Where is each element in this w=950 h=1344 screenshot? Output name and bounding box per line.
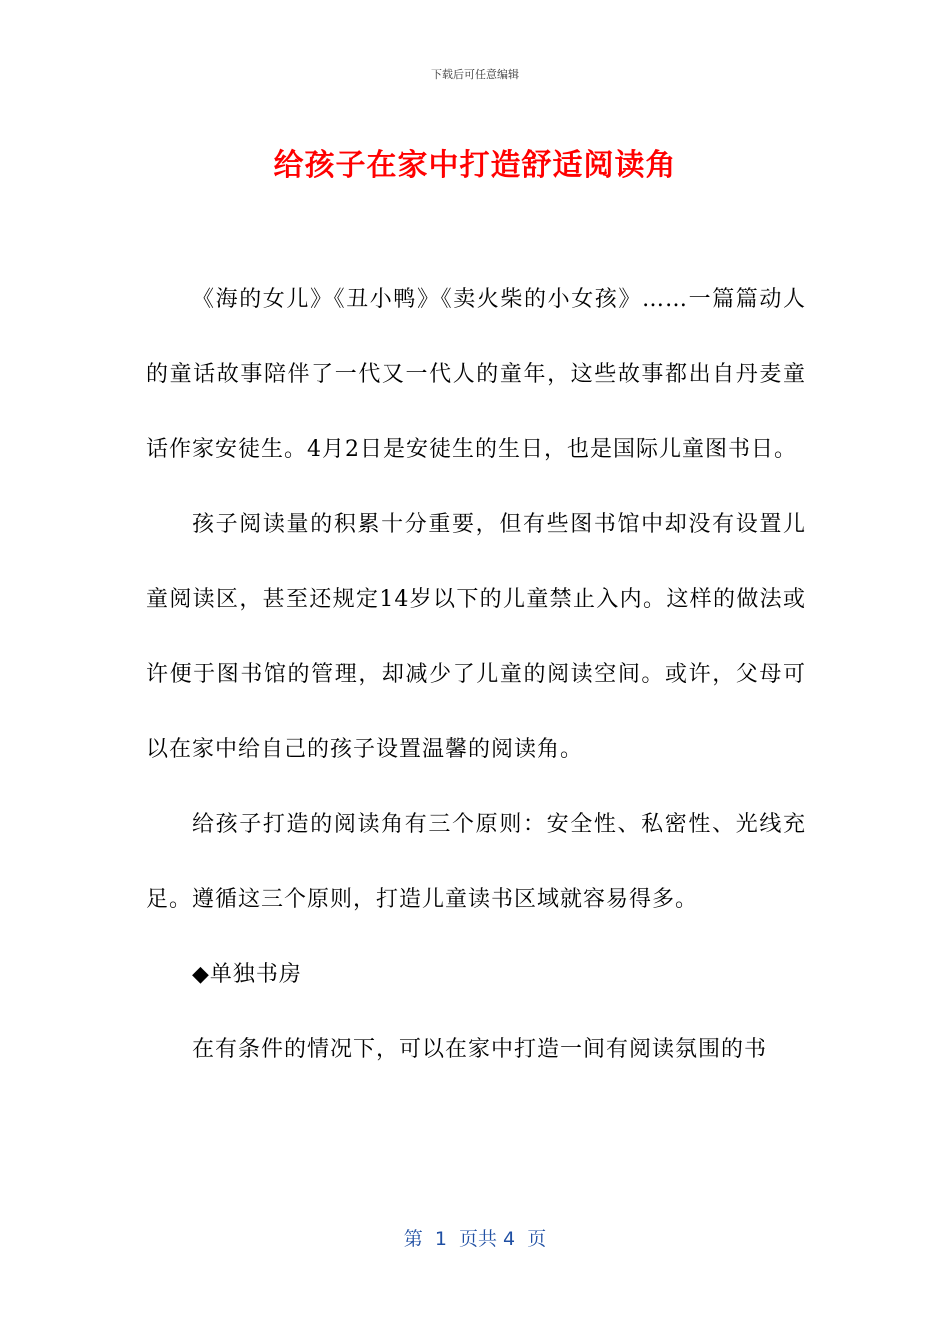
document-title: 给孩子在家中打造舒适阅读角 [273, 148, 677, 183]
paragraph-3: 给孩子打造的阅读角有三个原则：安全性、私密性、光线充足。遵循这三个原则，打造儿童读书区域就容易得多。 [146, 812, 806, 912]
paragraph-1: 《海的女儿》《丑小鸭》《卖火柴的小女孩》……一篇篇动人的童话故事陪伴了一代又一代人的童年，这些故事都出自丹麦童话作家安徒生。4月2日是安徒生的生日，也是国际儿童图书日。 [146, 287, 806, 462]
paragraph-4: 在有条件的情况下，可以在家中打造一间有阅读氛围的书 [192, 1037, 768, 1062]
document-body [146, 262, 806, 1087]
page-footer: 第 1 页共 4 页 [403, 1228, 547, 1250]
section-heading-study-room: ◆单独书房 [192, 962, 302, 987]
header-note: 下载后可任意编辑 [431, 68, 519, 81]
paragraph-2: 孩子阅读量的积累十分重要，但有些图书馆中却没有设置儿童阅读区，甚至还规定14岁以下的儿童禁止入内。这样的做法或许便于图书馆的管理，却减少了儿童的阅读空间。或许，父母可以在家中给自己的孩子设置温馨的阅读角。 [146, 512, 806, 762]
